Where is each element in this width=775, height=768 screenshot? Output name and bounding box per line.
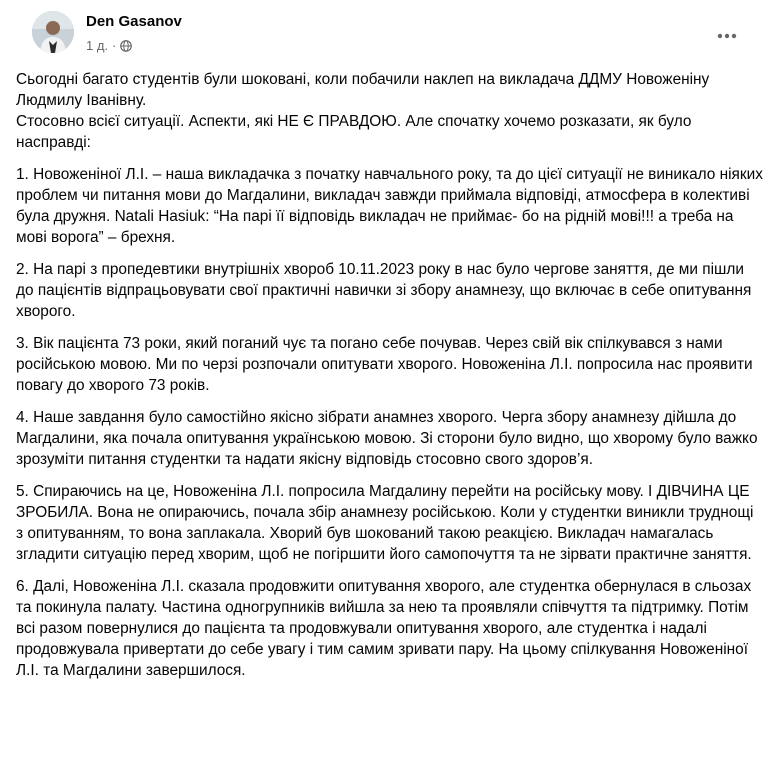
post-paragraph-3: 3. Вік пацієнта 73 роки, який поганий чує та погано себе почував. Через свій вік спілкувався з нами російською мовою. Ми по черзі розпочали опитувати хворого. Новоженіна Л.І. попросила нас проявити повагу до хворого 73 років.: [16, 335, 753, 394]
post-body: [16, 69, 764, 692]
post-paragraph-4: 4. Наше завдання було самостійно якісно зібрати анамнез хворого. Черга збору анамнезу дійшла до Магдалини, яка почала опитування українською мовою. Зі сторони було видно, що хворому було важко зрозуміти питання студентки та надати якісну відповідь стосовно свого здоров’я.: [16, 409, 758, 468]
intro-text: Сьогодні багато студентів були шоковані, коли побачили наклеп на викладача ДДМУ Новоженіну Людмилу Іванівну.: [16, 71, 710, 109]
avatar[interactable]: [32, 11, 74, 53]
globe-icon[interactable]: [120, 40, 132, 52]
meta-separator: ·: [112, 38, 117, 53]
post-paragraph-2: 2. На парі з пропедевтики внутрішніх хвороб 10.11.2023 року в нас було чергове заняття, де ми пішли до пацієнтів відпрацьовувати свої практичні навички зі збору анамнезу, що включає в себе опитування хворого.: [16, 261, 752, 320]
profile-photo: [32, 11, 74, 53]
more-horizontal-icon: [717, 33, 737, 39]
post-meta: [86, 38, 132, 53]
post-time[interactable]: 1 д.: [86, 38, 109, 53]
intro-text-2: Стосовно всієї ситуації. Аспекти, які НЕ Є ПРАВДОЮ. Але спочатку хочемо розказати, як було насправді:: [16, 113, 692, 151]
post-paragraph-intro: [16, 69, 764, 153]
post-paragraph-6: 6. Далі, Новоженіна Л.І. сказала продовжити опитування хворого, але студентка обернулася в сльозах та покинула палату. Частина одногрупників вийшла за нею та проявляли співчуття та підтримку. Потім всі разом повернулися до пацієнта та продовжували опитування хворого, але студентка і надалі продовжувала привертати до себе увагу і тим самим зривати пару. На цьому спілкування Новоженіної Л.І. та Магдалини завершилося.: [16, 578, 752, 679]
post-paragraph-5: 5. Спираючись на це, Новоженіна Л.І. попросила Магдалину перейти на російську мову. І ДІВЧИНА ЦЕ ЗРОБИЛА. Вона не опираючись, почала збір анамнезу російською. Коли у студентки виникли труднощі з опитуванням, то вона заплакала. Хворий був шокований такою реакцією. Викладач намагалась згладити ситуацію перед хворим, щоб не погіршити його самопочуття та не зірвати практичне заняття.: [16, 483, 754, 563]
author-name[interactable]: Den Gasanov: [86, 13, 182, 30]
post-header: [16, 0, 759, 64]
more-options-button[interactable]: [709, 18, 745, 54]
post-paragraph-1: 1. Новоженіної Л.І. – наша викладачка з початку навчального року, та до цієї ситуації не виникало ніяких проблем чи питання мови до Магдалини, викладач завжди приймала відповіді, атмосфера в колективі була дружня. Natali Hasiuk: “На парі її відповідь викладач не приймає- бо на рідній мові!!! а треба на мові ворога” – брехня.: [16, 166, 763, 246]
